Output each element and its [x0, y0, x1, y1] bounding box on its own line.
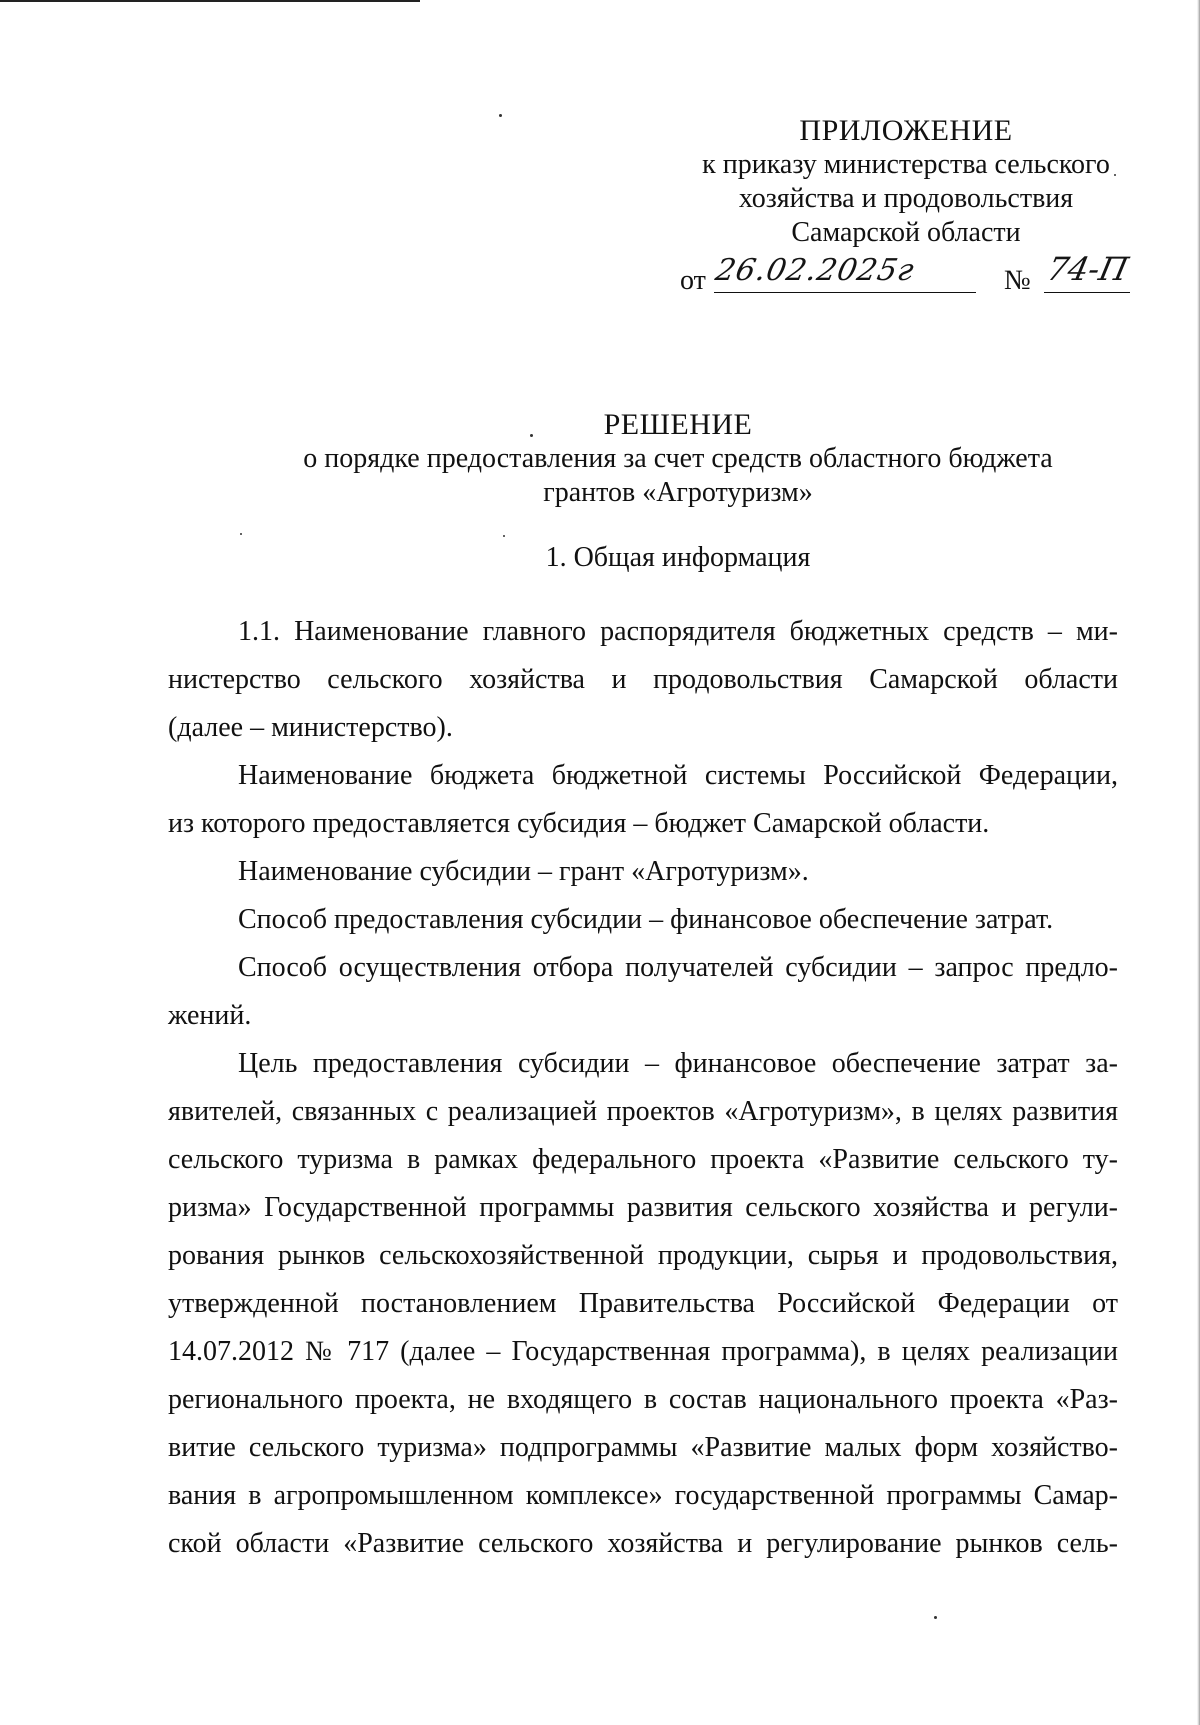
paragraph-line: жений.	[168, 1000, 252, 1031]
paragraph-line: явителей, связанных с реализацией проектов «Агротуризм», в целях развития	[168, 1096, 1118, 1127]
paragraph-line: ской области «Развитие сельского хозяйства и регулирование рынков сель-	[168, 1528, 1118, 1559]
paragraph-line: ризма» Государственной программы развития сельского хозяйства и регули-	[168, 1192, 1118, 1223]
paragraph-line: 1.1. Наименование главного распорядителя бюджетных средств – ми-	[238, 616, 1118, 647]
appendix-line: хозяйства и продовольствия	[738, 183, 1074, 214]
date-underline	[714, 292, 976, 293]
paragraph-line: из которого предоставляется субсидия – бюджет Самарской области.	[168, 808, 990, 839]
paragraph-line: Способ осуществления отбора получателей субсидии – запрос предло-	[238, 952, 1118, 983]
decision-heading: РЕШЕНИЕ	[603, 408, 753, 441]
paragraph-line: 14.07.2012 № 717 (далее – Государственная программа), в целях реализации	[168, 1336, 1118, 1367]
paragraph-line: вания в агропромышленном комплексе» государственной программы Самар-	[168, 1480, 1118, 1511]
scan-border-artifact	[0, 0, 420, 2]
appendix-line: к приказу министерства сельского	[702, 149, 1110, 180]
paragraph-line: Наименование бюджета бюджетной системы Российской Федерации,	[238, 760, 1118, 791]
paragraph-line: Наименование субсидии – грант «Агротуризм».	[238, 856, 809, 887]
paragraph-line: Цель предоставления субсидии – финансовое обеспечение затрат за-	[238, 1048, 1118, 1079]
paragraph-line: сельского туризма в рамках федерального проекта «Развитие сельского ту-	[168, 1144, 1118, 1175]
paragraph-line: регионального проекта, не входящего в состав национального проекта «Раз-	[168, 1384, 1118, 1415]
scan-speck	[934, 1616, 937, 1619]
number-underline	[1044, 292, 1130, 293]
paragraph-line: рования рынков сельскохозяйственной продукции, сырья и продовольствия,	[168, 1240, 1118, 1271]
paragraph-line: нистерство сельского хозяйства и продовольствия Самарской области	[168, 664, 1118, 695]
order-date-number-row	[676, 250, 1136, 298]
paragraph-line: утвержденной постановлением Правительства Российской Федерации от	[168, 1288, 1118, 1319]
handwritten-date: 26.02.2025г	[712, 253, 918, 288]
appendix-line: Самарской области	[791, 217, 1021, 248]
appendix-header	[676, 114, 1136, 298]
decision-subtitle: грантов «Агротуризм»	[543, 477, 813, 508]
decision-subtitle: о порядке предоставления за счет средств областного бюджета	[303, 443, 1053, 474]
scan-speck	[503, 535, 505, 537]
paragraph-line: витие сельского туризма» подпрограммы «Развитие малых форм хозяйство-	[168, 1432, 1118, 1463]
appendix-title: ПРИЛОЖЕНИЕ	[799, 114, 1013, 147]
handwritten-number: 74-П	[1043, 250, 1132, 288]
scan-speck	[499, 114, 502, 117]
paragraph-line: (далее – министерство).	[168, 712, 453, 743]
decision-title-block	[120, 408, 1200, 510]
scan-speck	[240, 533, 242, 535]
number-label: №	[1004, 265, 1031, 296]
date-label: от	[680, 265, 706, 296]
document-body	[168, 608, 1118, 1568]
section-heading: 1. Общая информация	[545, 542, 811, 573]
paragraph-line: Способ предоставления субсидии – финансовое обеспечение затрат.	[238, 904, 1054, 935]
